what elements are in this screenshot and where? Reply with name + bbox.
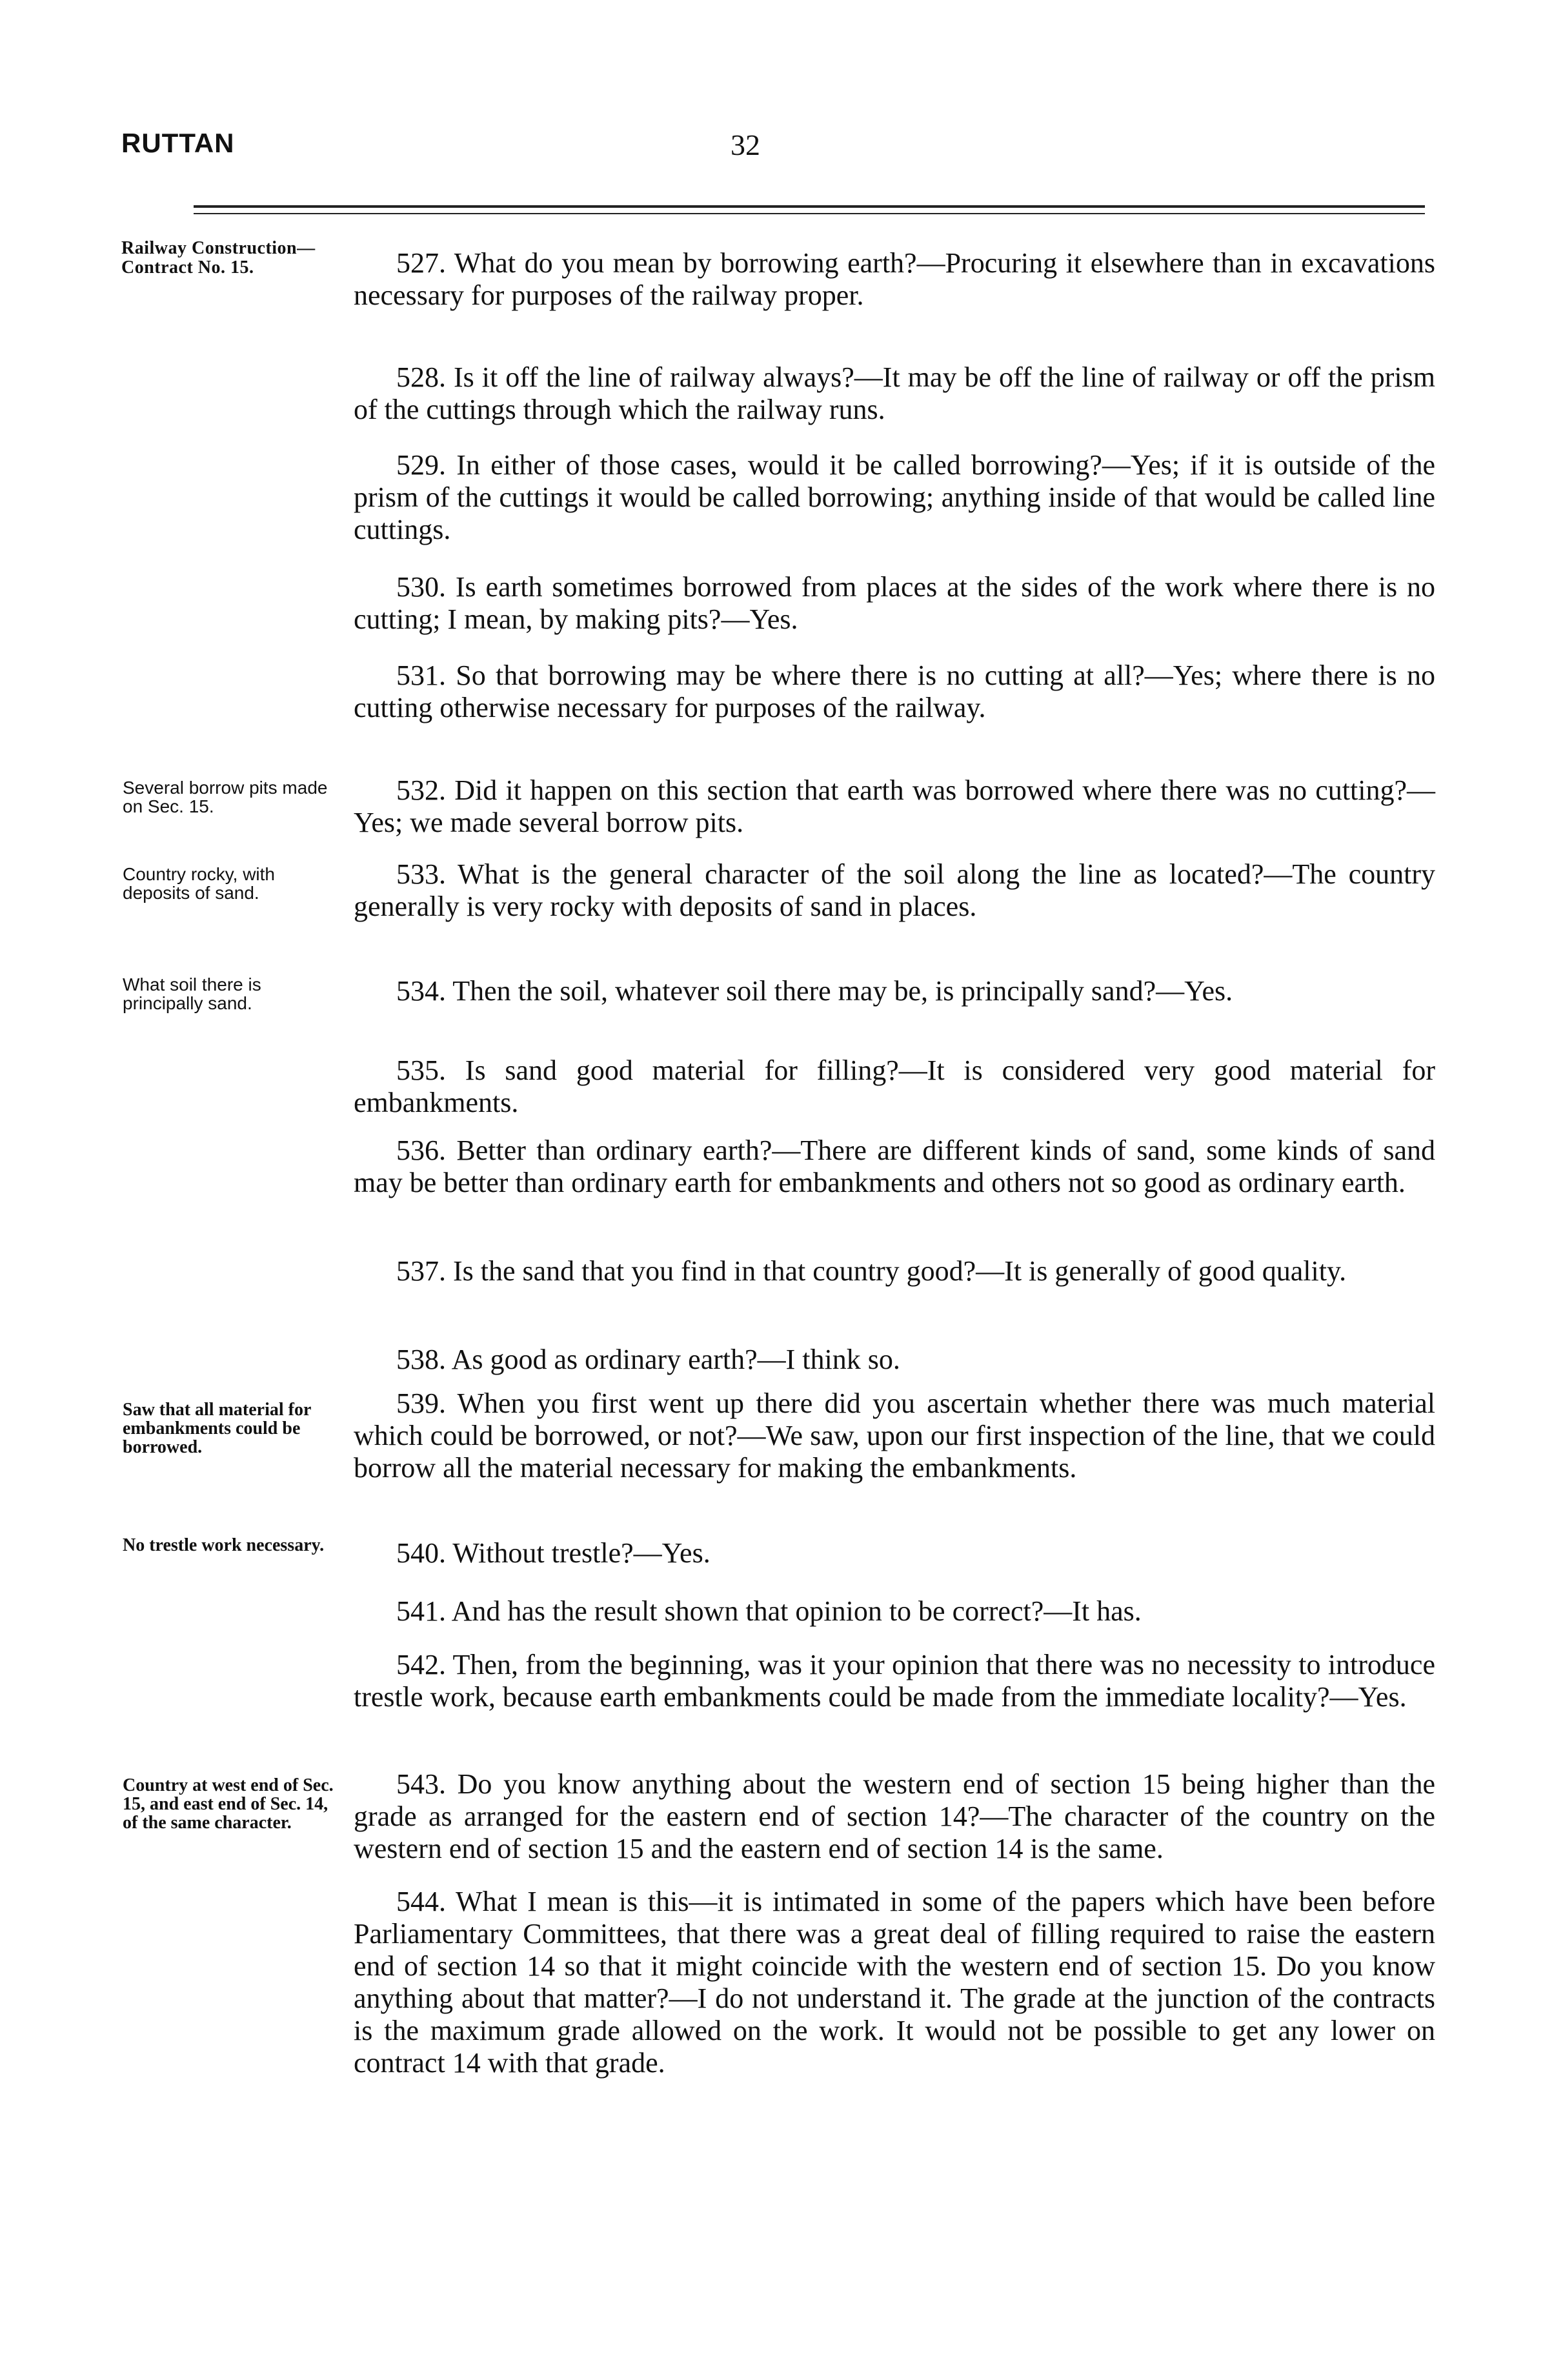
- paragraph-533: 533. What is the general character of the soil along the line as located?—The country generally is very rocky with deposits of sand in places.: [354, 858, 1435, 922]
- margin-note-borrow-pits: Several borrow pits made on Sec. 15.: [123, 778, 328, 816]
- header-rule-thin: [194, 213, 1425, 214]
- paragraph-527: 527. What do you mean by borrowing earth?—Procuring it elsewhere than in excavations necessary for purposes of the railway proper.: [354, 247, 1435, 311]
- paragraph-530: 530. Is earth sometimes borrowed from places at the sides of the work where there is no cutting; I mean, by making pits?—Yes.: [354, 571, 1435, 635]
- running-header-name: RUTTAN: [121, 128, 235, 158]
- paragraph-528: 528. Is it off the line of railway always?—It may be off the line of railway or off the prism of the cuttings through which the railway runs.: [354, 361, 1435, 425]
- margin-note-soil-sand: What soil there is principally sand.: [123, 974, 261, 1013]
- paragraph-538: 538. As good as ordinary earth?—I think so.: [396, 1344, 900, 1375]
- paragraph-539: 539. When you first went up there did you ascertain whether there was much material which could be borrowed, or not?—We saw, upon our first inspection of the line, that we could borrow all the material necessary for making the embankments.: [354, 1387, 1435, 1484]
- paragraph-534: 534. Then the soil, whatever soil there may be, is principally sand?—Yes.: [396, 975, 1233, 1007]
- margin-note-country-rocky: Country rocky, with deposits of sand.: [123, 864, 275, 903]
- section-side-note: Railway Construction—Contract No. 15.: [121, 238, 316, 277]
- header-rule-thick: [194, 205, 1425, 208]
- paragraph-535: 535. Is sand good material for filling?—It is considered very good material for embankments.: [354, 1054, 1435, 1118]
- paragraph-537: 537. Is the sand that you find in that country good?—It is generally of good quality.: [396, 1255, 1347, 1287]
- margin-note-borrowed-material: Saw that all material for embankments could be borrowed.: [123, 1400, 311, 1457]
- margin-note-no-trestle: No trestle work necessary.: [123, 1535, 325, 1555]
- paragraph-543: 543. Do you know anything about the western end of section 15 being higher than the grade as arranged for the eastern end of section 14?—The character of the country on the western end of section 15 and the eastern end of section 14 is the same.: [354, 1768, 1435, 1864]
- paragraph-541: 541. And has the result shown that opinion to be correct?—It has.: [396, 1595, 1142, 1627]
- margin-note-country-character: Country at west end of Sec. 15, and east end of Sec. 14, of the same character.: [123, 1775, 334, 1833]
- paragraph-540: 540. Without trestle?—Yes.: [396, 1537, 711, 1569]
- paragraph-532: 532. Did it happen on this section that earth was borrowed where there was no cutting?—Yes; we made several borrow pits.: [354, 774, 1435, 838]
- paragraph-529: 529. In either of those cases, would it be called borrowing?—Yes; if it is outside of the prism of the cuttings it would be called borrowing; anything inside of that would be called line cuttings.: [354, 449, 1435, 545]
- page-number: 32: [731, 128, 760, 161]
- paragraph-544: 544. What I mean is this—it is intimated in some of the papers which have been before Parliamentary Committees, that there was a great deal of filling required to raise the eastern end of section 14 so that it might coincide with the western end of section 15. Do you know anything about that matter?—I do not understand it. The grade at the junction of the contracts is the maximum grade allowed on the work. It would not be possible to get any lower on contract 14 with that grade.: [354, 1886, 1435, 2079]
- paragraph-536: 536. Better than ordinary earth?—There are different kinds of sand, some kinds of sand may be better than ordinary earth for embankments and others not so good as ordinary earth.: [354, 1135, 1435, 1198]
- paragraph-531: 531. So that borrowing may be where there is no cutting at all?—Yes; where there is no cutting otherwise necessary for purposes of the railway.: [354, 660, 1435, 723]
- paragraph-542: 542. Then, from the beginning, was it your opinion that there was no necessity to introduce trestle work, because earth embankments could be made from the immediate locality?—Yes.: [354, 1649, 1435, 1713]
